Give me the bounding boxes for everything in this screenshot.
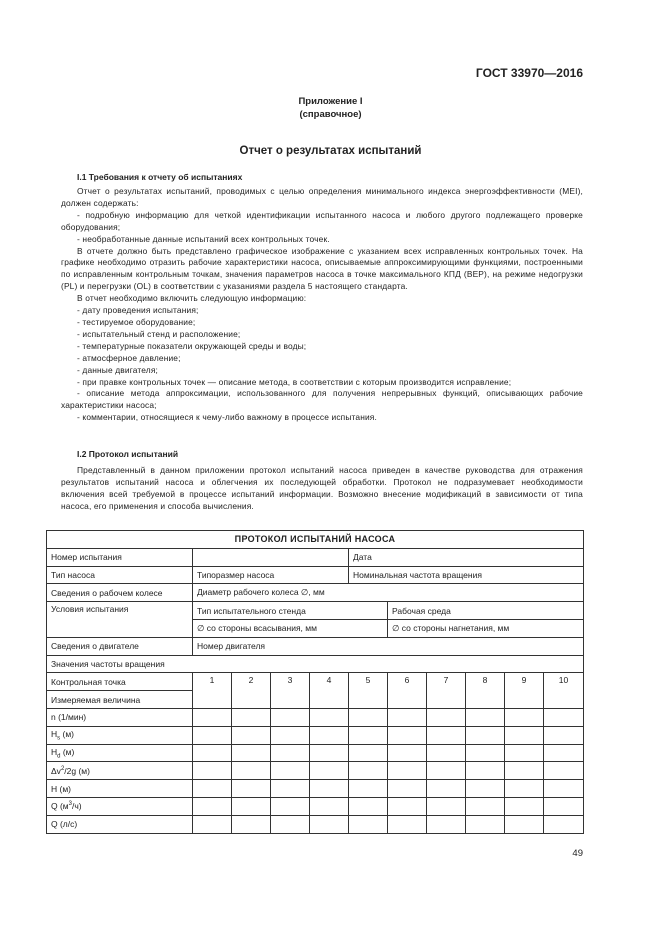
point-number: 6: [388, 673, 427, 709]
measurement-label-unit: /2g (м): [64, 765, 90, 776]
measurement-label-main: n (1/мин): [51, 712, 87, 723]
list-item: - испытательный стенд и расположение;: [77, 328, 241, 339]
measurement-cell: [388, 762, 427, 780]
measurement-cell: [427, 744, 466, 762]
measurement-cell: [271, 780, 310, 798]
list-item: - при правке контрольных точек — описание метода, в соответствии с которым производится исправление;: [77, 376, 512, 387]
discharge-diameter-label: ∅ со стороны нагнетания, мм: [388, 619, 584, 637]
paragraph: Представленный в данном приложении протокол испытаний насоса приведен в качестве руководства для отражения результатов испытаний насоса и облегчения их последующей обработки. Протокол не подразумевает необходимости включения всей требуемой в процессе испытаний информации. Возможно внесение модификаций в зависимости от типа насоса, его применения и способа вычисления.: [61, 465, 583, 511]
measurement-cell: [310, 708, 349, 726]
measurement-cell: [505, 762, 544, 780]
measurement-cell: [193, 762, 232, 780]
measurement-label-unit: (м): [60, 746, 75, 757]
measurement-cell: [193, 726, 232, 744]
measurement-label: [47, 762, 193, 780]
measurement-cell: [427, 815, 466, 833]
measurement-cell: [232, 762, 271, 780]
measurement-cell: [388, 797, 427, 815]
standard-number: ГОСТ 33970—2016: [475, 66, 583, 80]
list-item: - комментарии, относящиеся к чему-либо важному в процессе испытания.: [77, 412, 377, 423]
measurement-label-main: Q (л/с): [51, 819, 78, 830]
page-number: 49: [572, 848, 583, 859]
measurement-row: [47, 708, 584, 726]
measurement-cell: [388, 708, 427, 726]
list-item: - необработанные данные испытаний всех контрольных точек.: [77, 233, 330, 244]
measurement-cell: [271, 726, 310, 744]
measurement-label-main: H: [51, 728, 58, 739]
measurement-label: [47, 708, 193, 726]
paragraph: В отчет необходимо включить следующую информацию:: [77, 293, 307, 304]
point-number: 8: [466, 673, 505, 709]
measurement-cell: [427, 708, 466, 726]
point-number: 5: [349, 673, 388, 709]
test-conditions-label: Условия испытания: [47, 602, 193, 638]
measurement-cell: [505, 726, 544, 744]
measurement-cell: [388, 815, 427, 833]
measurement-cell: [544, 744, 584, 762]
control-point-label: Контрольная точка: [47, 673, 193, 691]
measurement-label: [47, 744, 193, 762]
measurement-cell: [544, 726, 584, 744]
measurement-cell: [427, 762, 466, 780]
measurement-cell: [427, 726, 466, 744]
measurement-label-superscript: 2: [60, 765, 65, 772]
measurement-cell: [388, 744, 427, 762]
measurement-cell: [271, 708, 310, 726]
section-2-body: [61, 465, 583, 513]
measurement-cell: [193, 797, 232, 815]
list-item: - дату проведения испытания;: [77, 305, 199, 316]
paragraph: В отчете должно быть представлено графическое изображение с указанием всех исправленных контрольных точек. На графике необходимо отразить рабочие характеристики насоса, описываемые аппроксимирующими функциями, построенными по исправленным контрольным точкам, значения параметров насоса в точке максимального КПД (BEP), на режиме недогрузки (PL) и перегрузки (OL) в соответствии с указаниями раздела 5 настоящего стандарта.: [61, 245, 583, 292]
measurement-cell: [310, 744, 349, 762]
point-number: 10: [544, 673, 584, 709]
measurement-cell: [271, 797, 310, 815]
section-heading-1: I.1 Требования к отчету об испытаниях: [77, 172, 243, 182]
measurement-row: [47, 762, 584, 780]
measurement-cell: [232, 708, 271, 726]
measurement-cell: [505, 708, 544, 726]
measurement-cell: [271, 762, 310, 780]
appendix-title: Приложение I: [298, 96, 363, 107]
measurement-cell: [544, 815, 584, 833]
list-item: - температурные показатели окружающей среды и воды;: [77, 340, 307, 351]
pump-type-label: Тип насоса: [47, 566, 193, 584]
measurement-cell: [193, 780, 232, 798]
measurement-cell: [349, 780, 388, 798]
pump-test-protocol-table: [46, 530, 584, 834]
appendix-subtitle: (справочное): [299, 109, 362, 120]
measurement-cell: [232, 744, 271, 762]
motor-number-label: Номер двигателя: [193, 637, 584, 655]
date-label: Дата: [349, 548, 584, 566]
measurement-row: [47, 744, 584, 762]
measurement-cell: [232, 815, 271, 833]
point-number: 9: [505, 673, 544, 709]
list-item: - подробную информацию для четкой идентификации испытанного насоса и любого другого подлежащего проверке оборудования;: [61, 209, 583, 232]
measurement-label-superscript: 3: [68, 801, 72, 808]
measurement-cell: [310, 780, 349, 798]
measurement-cell: [349, 708, 388, 726]
measurement-cell: [388, 780, 427, 798]
measurement-cell: [271, 815, 310, 833]
measurement-cell: [310, 726, 349, 744]
measurement-label-main: Δv: [51, 765, 61, 776]
measurement-cell: [232, 797, 271, 815]
measurement-label-main: Q (м: [51, 801, 69, 812]
impeller-info-label: Сведения о рабочем колесе: [47, 584, 193, 602]
measurement-cell: [232, 780, 271, 798]
measurement-label-subscript: s: [57, 735, 61, 742]
measurement-cell: [271, 744, 310, 762]
measurement-cell: [466, 762, 505, 780]
measurement-label: [47, 797, 193, 815]
list-item: - описание метода аппроксимации, использованного для получения непрерывных функций, описывающих рабочие характеристики насоса;: [61, 388, 583, 411]
measurement-cell: [466, 726, 505, 744]
measurement-label: [47, 815, 193, 833]
pump-size-label: Типоразмер насоса: [193, 566, 349, 584]
measurement-cell: [349, 797, 388, 815]
test-number-label: Номер испытания: [47, 548, 193, 566]
measurement-cell: [193, 708, 232, 726]
measurement-row: [47, 815, 584, 833]
measurement-label: [47, 726, 193, 744]
measurement-cell: [427, 780, 466, 798]
measurement-cell: [466, 744, 505, 762]
measurement-cell: [193, 815, 232, 833]
measurement-cell: [193, 744, 232, 762]
impeller-diameter-label: Диаметр рабочего колеса ∅, мм: [193, 584, 584, 602]
point-number: 1: [193, 673, 232, 709]
measurement-cell: [544, 762, 584, 780]
test-number-value: [193, 548, 349, 566]
measurement-label: [47, 780, 193, 798]
measurement-cell: [427, 797, 466, 815]
list-item: - тестируемое оборудование;: [77, 316, 196, 327]
measurement-cell: [544, 797, 584, 815]
section-1-body: [61, 186, 583, 424]
measurement-cell: [349, 815, 388, 833]
document-title: Отчет о результатах испытаний: [239, 145, 422, 157]
measurement-label-subscript: d: [57, 753, 61, 760]
point-number: 2: [232, 673, 271, 709]
section-heading-2: I.2 Протокол испытаний: [77, 449, 179, 459]
measurement-cell: [349, 744, 388, 762]
measurement-label-main: H: [51, 746, 58, 757]
measurement-cell: [388, 726, 427, 744]
point-number: 3: [271, 673, 310, 709]
measurement-cell: [232, 726, 271, 744]
measurement-cell: [505, 797, 544, 815]
measurement-row: [47, 726, 584, 744]
list-item: - данные двигателя;: [77, 364, 158, 375]
measurement-label-unit: (м): [60, 728, 75, 739]
measurement-cell: [466, 780, 505, 798]
measurement-cell: [505, 744, 544, 762]
measurement-cell: [544, 780, 584, 798]
measurement-row: [47, 797, 584, 815]
rotation-frequency-label: Значения частоты вращения: [47, 655, 584, 673]
measurement-cell: [544, 708, 584, 726]
suction-diameter-label: ∅ со стороны всасывания, мм: [193, 619, 388, 637]
protocol-title: ПРОТОКОЛ ИСПЫТАНИЙ НАСОСА: [47, 531, 584, 549]
stand-type-label: Тип испытательного стенда: [193, 602, 388, 620]
motor-info-label: Сведения о двигателе: [47, 637, 193, 655]
measurement-cell: [310, 797, 349, 815]
nominal-frequency-label: Номинальная частота вращения: [349, 566, 584, 584]
measurement-cell: [466, 708, 505, 726]
measured-value-label: Измеряемая величина: [47, 691, 193, 709]
measurement-cell: [310, 815, 349, 833]
measurement-cell: [349, 762, 388, 780]
measurement-cell: [505, 780, 544, 798]
measurement-label-unit: /ч): [72, 801, 82, 812]
measurement-cell: [310, 762, 349, 780]
measurement-cell: [466, 797, 505, 815]
measurement-cell: [466, 815, 505, 833]
measurement-rows: [47, 708, 584, 833]
point-number: 7: [427, 673, 466, 709]
paragraph: Отчет о результатах испытаний, проводимых с целью определения минимального индекса энергоэффективности (MEI), должен содержать:: [61, 186, 583, 208]
list-item: - атмосферное давление;: [77, 352, 181, 363]
measurement-row: [47, 780, 584, 798]
point-number: 4: [310, 673, 349, 709]
measurement-label-main: H (м): [51, 783, 72, 794]
working-medium-label: Рабочая среда: [388, 602, 584, 620]
measurement-cell: [349, 726, 388, 744]
measurement-cell: [505, 815, 544, 833]
